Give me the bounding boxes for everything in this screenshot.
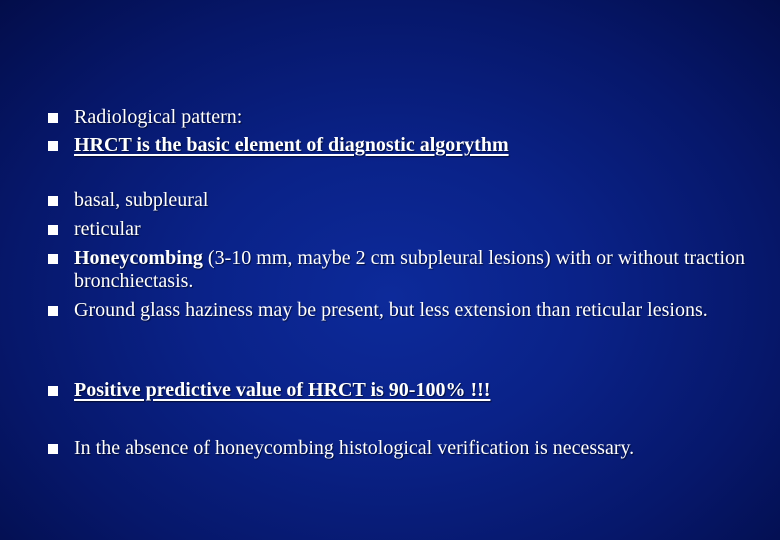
bullet-item-basal-subpleural [48,189,748,212]
bullet-item-radiological-pattern [48,106,748,129]
square-bullet-icon [48,141,58,151]
item-text: Positive predictive value of HRCT is 90-100% !!! [74,379,491,401]
bullet-item-absence-honeycombing [48,437,748,460]
item-text: HRCT is the basic element of diagnostic algorythm [74,134,509,156]
square-bullet-icon [48,306,58,316]
square-bullet-icon [48,444,58,454]
square-bullet-icon [48,196,58,206]
item-text: Radiological pattern: [74,106,243,128]
honeycombing-detail: (3-10 mm, maybe 2 cm subpleural lesions) with or without traction bronchiectasis. [74,247,746,292]
item-text: Ground glass haziness may be present, but less extension than reticular lesions. [74,299,708,321]
bullet-item-positive-predictive-value [48,379,748,402]
square-bullet-icon [48,225,58,235]
bullet-item-hrct-basic [48,134,748,157]
honeycombing-label: Honeycombing [74,247,203,269]
item-text [74,247,748,293]
bullet-item-honeycombing [48,247,748,293]
item-text: basal, subpleural [74,189,209,211]
square-bullet-icon [48,113,58,123]
item-text: In the absence of honeycombing histological verification is necessary. [74,437,635,459]
bullet-item-reticular [48,218,748,241]
bullet-item-ground-glass [48,299,748,322]
item-text: reticular [74,218,141,240]
square-bullet-icon [48,386,58,396]
square-bullet-icon [48,254,58,264]
